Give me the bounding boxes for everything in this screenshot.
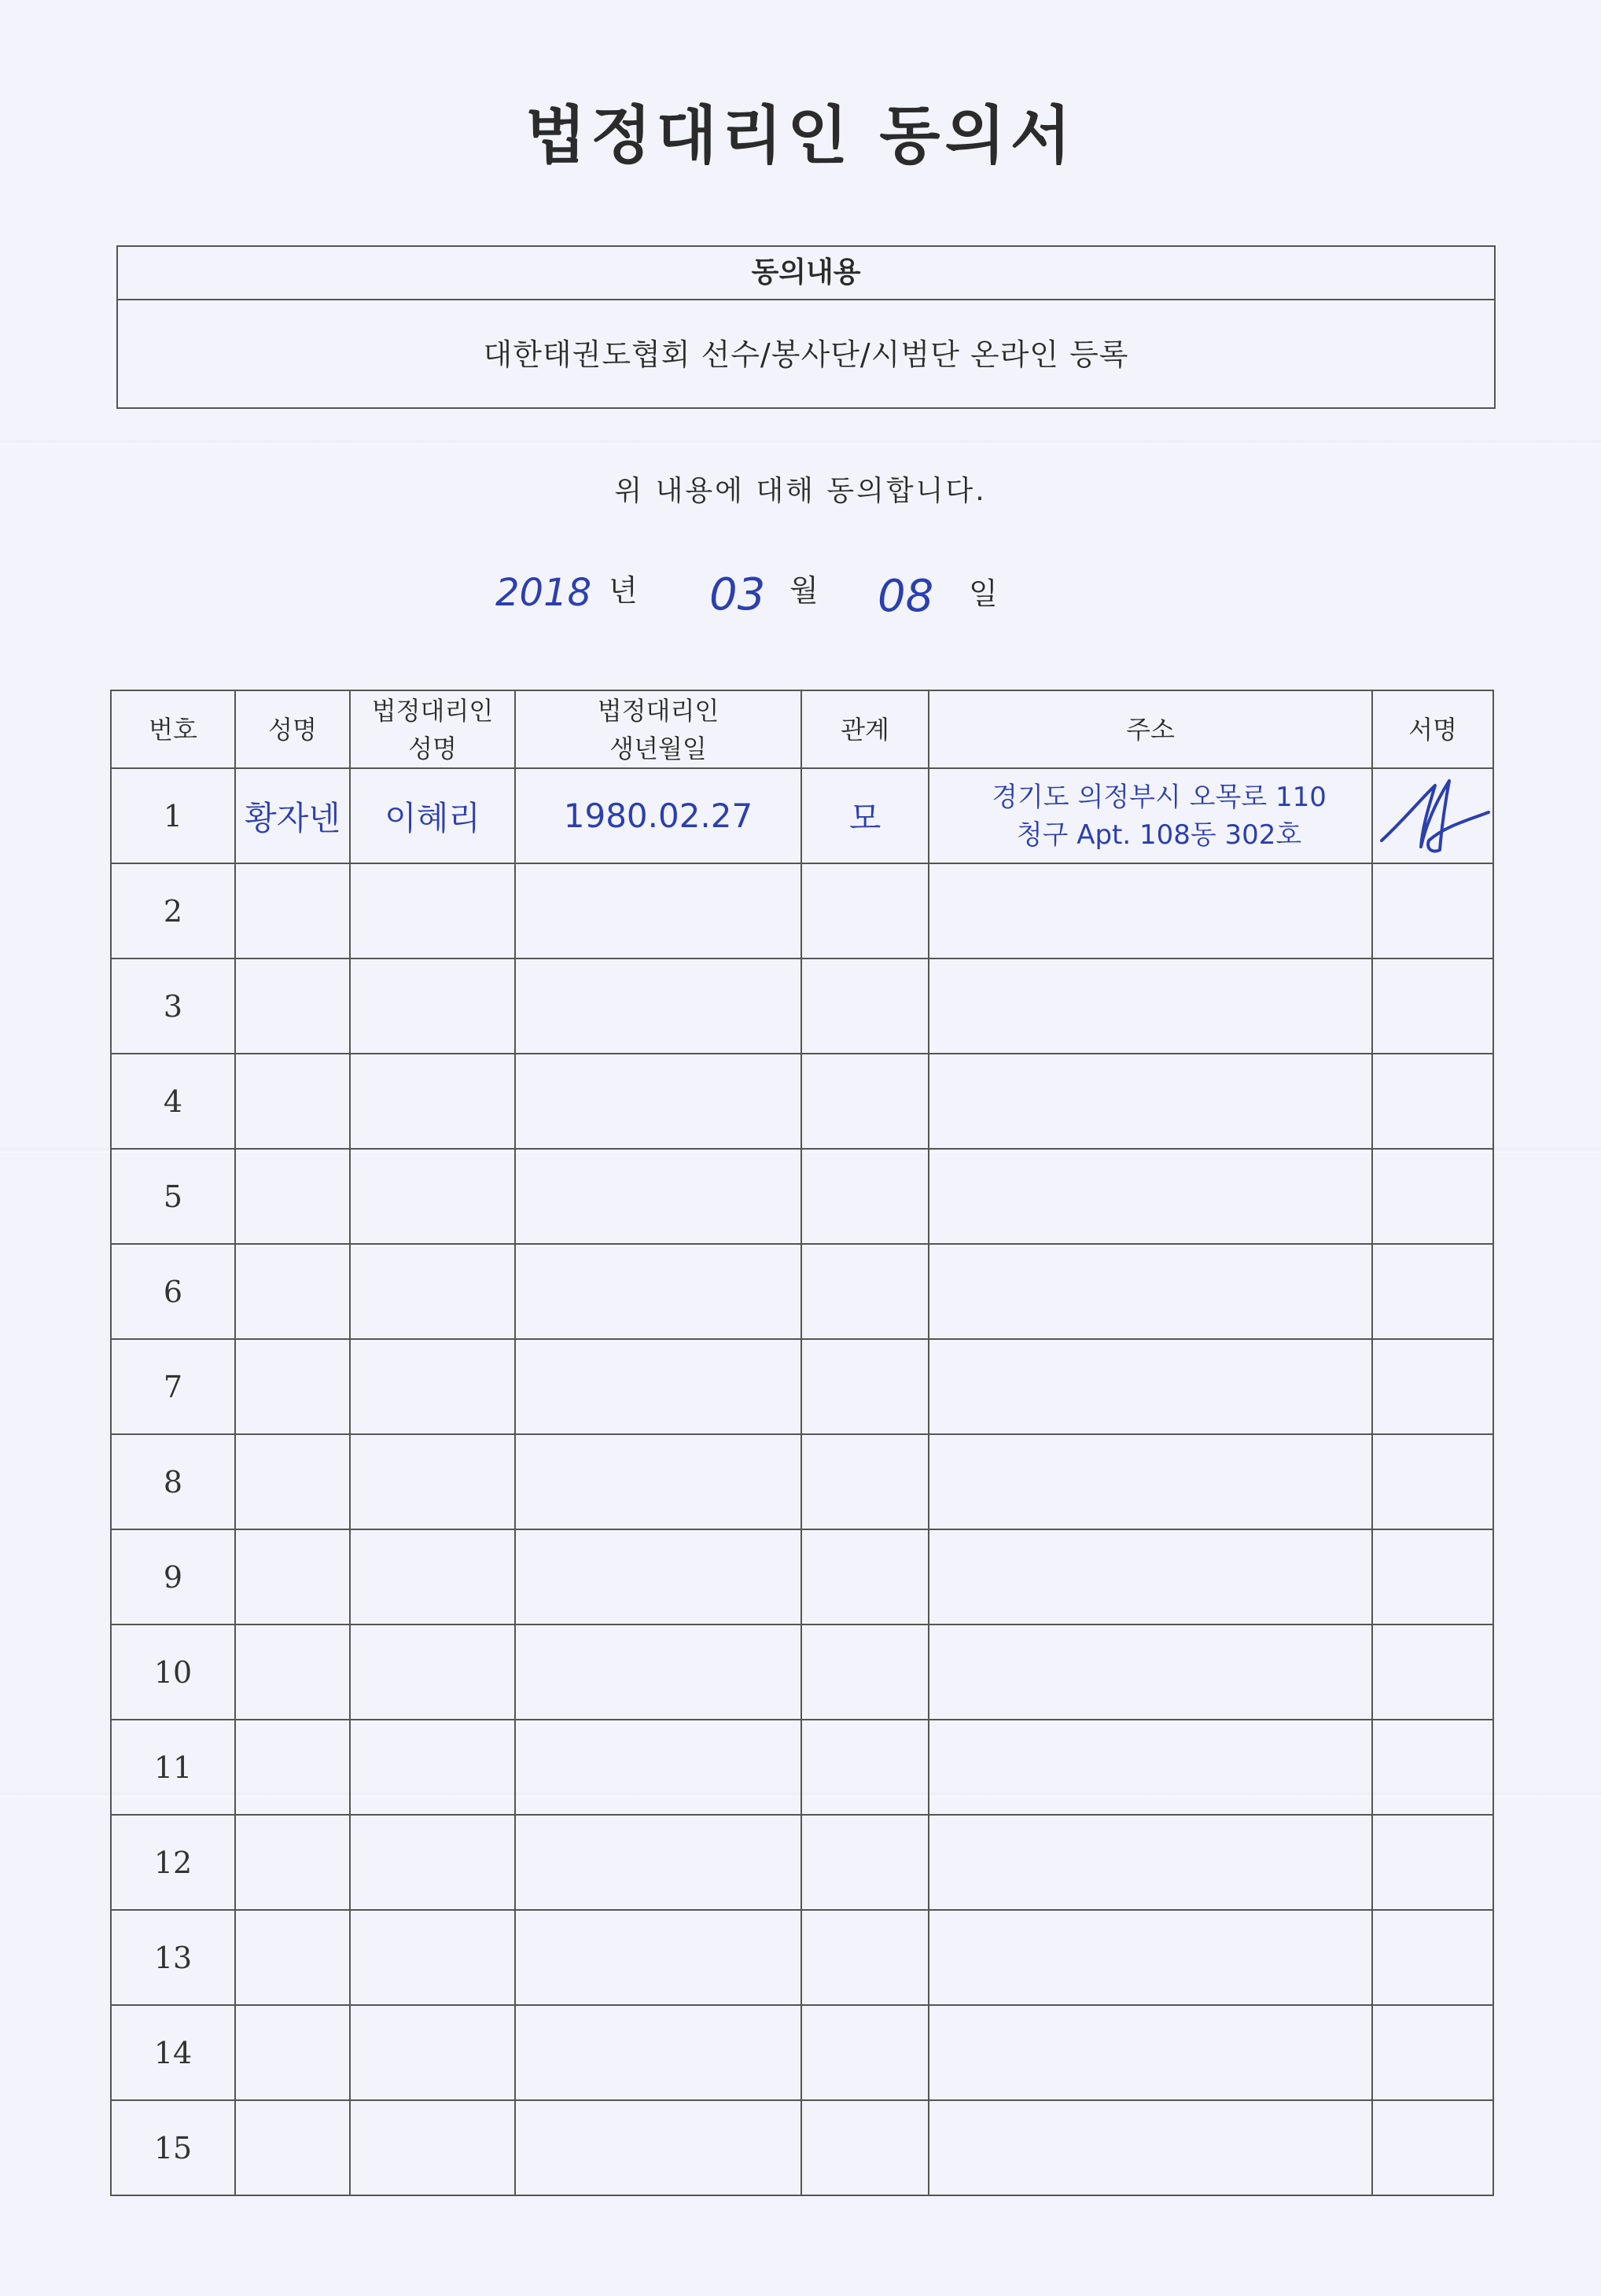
table-row xyxy=(111,1149,1493,1244)
row-number: 8 xyxy=(111,1434,235,1529)
row-address xyxy=(929,1910,1372,2005)
col-header-signature: 서명 xyxy=(1372,690,1493,768)
date-day: 08 xyxy=(878,571,934,622)
row-address xyxy=(929,2100,1372,2195)
table-row xyxy=(111,2005,1493,2100)
row-guardian-birth xyxy=(515,1624,801,1720)
table-row xyxy=(111,1529,1493,1624)
row-signature xyxy=(1372,863,1493,959)
date-month-label: 월 xyxy=(789,573,819,608)
row-signature xyxy=(1372,1244,1493,1339)
row-relation xyxy=(801,1910,929,2005)
row-signature xyxy=(1372,1720,1493,1815)
table-row xyxy=(111,1910,1493,2005)
row-signature xyxy=(1372,959,1493,1054)
row-address xyxy=(929,1815,1372,1910)
table-row xyxy=(111,1339,1493,1434)
row-name xyxy=(235,2005,350,2100)
row-guardian-birth xyxy=(515,1054,801,1149)
row-address xyxy=(929,1624,1372,1720)
row-relation xyxy=(801,1815,929,1910)
row-relation xyxy=(801,1529,929,1624)
table-header-row xyxy=(111,690,1493,768)
row-address xyxy=(929,1434,1372,1529)
row-guardian-name xyxy=(350,1244,515,1339)
row-relation xyxy=(801,959,929,1054)
row-relation xyxy=(801,1720,929,1815)
date-line xyxy=(0,566,1601,637)
row-number: 13 xyxy=(111,1910,235,2005)
date-month: 03 xyxy=(709,569,766,620)
row-guardian-birth xyxy=(515,1910,801,2005)
row-signature xyxy=(1372,1054,1493,1149)
row-signature xyxy=(1372,1149,1493,1244)
row-number: 7 xyxy=(111,1339,235,1434)
row-address xyxy=(929,768,1372,863)
row-guardian-name xyxy=(350,1339,515,1434)
row-address xyxy=(929,1339,1372,1434)
row-relation xyxy=(801,1054,929,1149)
row-guardian-birth xyxy=(515,2100,801,2195)
table-row xyxy=(111,1244,1493,1339)
row-guardian-name xyxy=(350,959,515,1054)
row-relation xyxy=(801,1339,929,1434)
consent-body: 대한태권도협회 선수/봉사단/시범단 온라인 등록 xyxy=(483,337,1129,372)
table-row xyxy=(111,2100,1493,2195)
row-signature xyxy=(1372,2005,1493,2100)
row-guardian-birth xyxy=(515,1815,801,1910)
agreement-statement: 위 내용에 대해 동의합니다. xyxy=(614,475,987,507)
row-signature xyxy=(1372,1815,1493,1910)
row-signature xyxy=(1372,1529,1493,1624)
row-guardian-name xyxy=(350,1720,515,1815)
row-guardian-birth xyxy=(515,1149,801,1244)
row-number: 15 xyxy=(111,2100,235,2195)
row-guardian-name xyxy=(350,863,515,959)
row-guardian-name xyxy=(350,1815,515,1910)
row-name xyxy=(235,1815,350,1910)
row-number: 14 xyxy=(111,2005,235,2100)
row-name xyxy=(235,1624,350,1720)
col-header-guardian-name: 법정대리인 성명 xyxy=(350,690,515,768)
row-guardian-name xyxy=(350,1149,515,1244)
row-number: 4 xyxy=(111,1054,235,1149)
row-name xyxy=(235,959,350,1054)
row-address xyxy=(929,1244,1372,1339)
row-guardian-name xyxy=(350,1434,515,1529)
row-number: 6 xyxy=(111,1244,235,1339)
page-title: 법정대리인 동의서 xyxy=(524,99,1077,172)
col-header-address: 주소 xyxy=(929,690,1372,768)
date-year-label: 년 xyxy=(609,573,638,608)
row-guardian-name xyxy=(350,2005,515,2100)
row-relation xyxy=(801,1624,929,1720)
row-name xyxy=(235,1720,350,1815)
table-row xyxy=(111,863,1493,959)
row-number: 5 xyxy=(111,1149,235,1244)
row-guardian-name xyxy=(350,1910,515,2005)
row-number: 10 xyxy=(111,1624,235,1720)
row-signature xyxy=(1372,1339,1493,1434)
row-guardian-birth xyxy=(515,1529,801,1624)
row-guardian-birth xyxy=(515,2005,801,2100)
row-guardian-birth: 1980.02.27 xyxy=(515,768,801,863)
row-name xyxy=(235,1054,350,1149)
row-address xyxy=(929,2005,1372,2100)
table-row xyxy=(111,1054,1493,1149)
table-row xyxy=(111,768,1493,863)
row-relation xyxy=(801,1149,929,1244)
row-guardian-name xyxy=(350,1624,515,1720)
row-guardian-name xyxy=(350,1529,515,1624)
table-row xyxy=(111,1434,1493,1529)
consent-header: 동의내용 xyxy=(118,247,1494,300)
row-name xyxy=(235,1149,350,1244)
row-address-line2: 청구 Apt. 108동 302호 xyxy=(1016,819,1302,851)
row-address xyxy=(929,1149,1372,1244)
row-address xyxy=(929,1054,1372,1149)
row-guardian-name xyxy=(350,1054,515,1149)
row-guardian-birth xyxy=(515,863,801,959)
col-header-name: 성명 xyxy=(235,690,350,768)
row-name xyxy=(235,1910,350,2005)
row-relation: 모 xyxy=(801,768,929,863)
table-row xyxy=(111,1720,1493,1815)
row-guardian-birth xyxy=(515,1720,801,1815)
row-relation xyxy=(801,1244,929,1339)
row-guardian-birth xyxy=(515,1339,801,1434)
row-relation xyxy=(801,1434,929,1529)
row-guardian-birth xyxy=(515,1244,801,1339)
consent-box xyxy=(116,245,1496,409)
row-number: 2 xyxy=(111,863,235,959)
table-row xyxy=(111,1624,1493,1720)
col-header-guardian-birth: 법정대리인 생년월일 xyxy=(515,690,801,768)
row-relation xyxy=(801,2005,929,2100)
table-row xyxy=(111,1815,1493,1910)
row-signature xyxy=(1372,1434,1493,1529)
col-header-relation: 관계 xyxy=(801,690,929,768)
row-signature xyxy=(1372,1910,1493,2005)
row-guardian-birth xyxy=(515,959,801,1054)
col-header-no: 번호 xyxy=(111,690,235,768)
row-guardian-birth xyxy=(515,1434,801,1529)
paper-fold-mark xyxy=(0,440,1601,445)
row-relation xyxy=(801,863,929,959)
row-name xyxy=(235,1529,350,1624)
row-address xyxy=(929,1529,1372,1624)
row-name xyxy=(235,1244,350,1339)
row-signature xyxy=(1372,1624,1493,1720)
row-number: 9 xyxy=(111,1529,235,1624)
row-relation xyxy=(801,2100,929,2195)
guardian-table xyxy=(110,690,1494,2196)
row-guardian-name xyxy=(350,2100,515,2195)
row-address xyxy=(929,959,1372,1054)
row-name xyxy=(235,2100,350,2195)
row-address xyxy=(929,863,1372,959)
row-number: 3 xyxy=(111,959,235,1054)
row-name xyxy=(235,1339,350,1434)
row-address-line1: 경기도 의정부시 오목로 110 xyxy=(992,781,1327,813)
date-year: 2018 xyxy=(495,571,592,615)
row-name: 황자넨 xyxy=(235,768,350,863)
date-day-label: 일 xyxy=(969,576,998,611)
row-number: 1 xyxy=(111,768,235,863)
handwritten-signature xyxy=(1374,771,1492,858)
row-guardian-name: 이혜리 xyxy=(350,768,515,863)
row-number: 12 xyxy=(111,1815,235,1910)
row-name xyxy=(235,1434,350,1529)
row-number: 11 xyxy=(111,1720,235,1815)
table-row xyxy=(111,959,1493,1054)
row-signature xyxy=(1372,768,1493,863)
row-signature xyxy=(1372,2100,1493,2195)
row-name xyxy=(235,863,350,959)
row-address xyxy=(929,1720,1372,1815)
